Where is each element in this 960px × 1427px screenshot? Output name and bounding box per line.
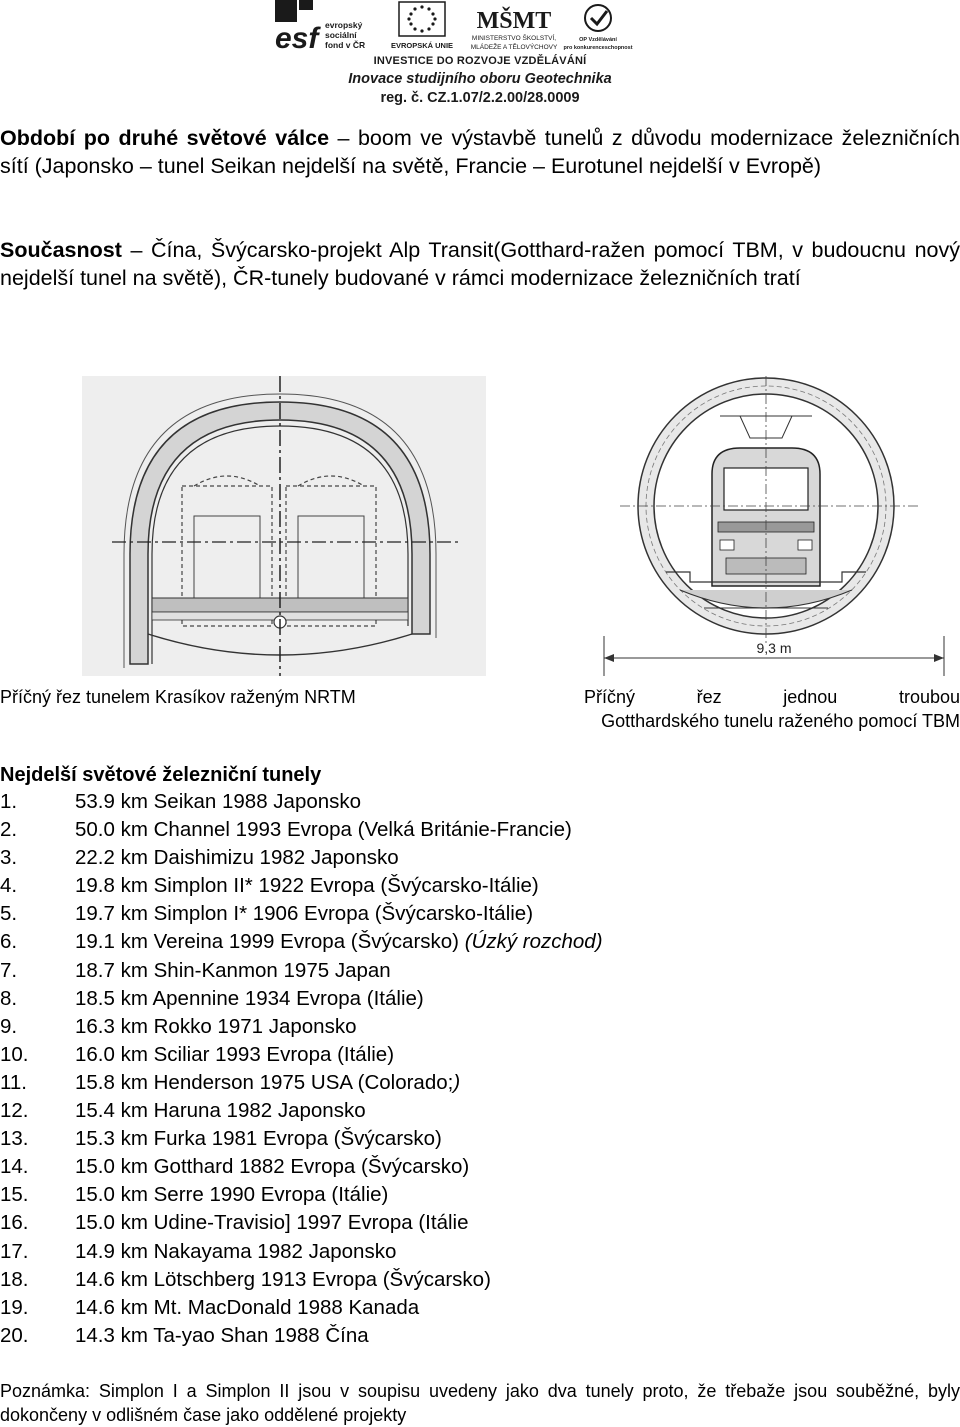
list-item <box>0 928 960 956</box>
list-item <box>0 1322 960 1350</box>
op-label-1: OP Vzdělávání <box>579 37 617 43</box>
tunnel-list <box>0 788 960 1350</box>
list-item-number: 9. <box>0 1014 18 1038</box>
page-header <box>0 0 960 112</box>
list-item-text: 18.7 km Shin-Kanmon 1975 Japan <box>75 958 391 982</box>
list-item-number: 5. <box>0 902 18 926</box>
footnote: Poznámka: Simplon I a Simplon II jsou v soupisu uvedeny jako dva tunely proto, že třebaže jsou souběžné, byly dokončeny v odlišném čase jako oddělené projekty <box>0 1381 960 1425</box>
list-item-text: 14.9 km Nakayama 1982 Japonsko <box>75 1239 397 1263</box>
list-item <box>0 900 960 928</box>
list-item-number: 11. <box>0 1070 27 1094</box>
list-item-number: 12. <box>0 1099 29 1123</box>
list-item <box>0 1013 960 1041</box>
list-item-number: 18. <box>0 1267 29 1291</box>
msmt-mark: MŠMT <box>476 8 552 34</box>
list-item-text: 50.0 km Channel 1993 Evropa (Velká Británie-Francie) <box>75 818 572 842</box>
paragraph-postwar-text: – boom ve výstavbě tunelů z důvodu modernizace železničních sítí (Japonsko – tunel Seikan nejdelší na světě, Francie – Eurotunel nejdelší v Evropě) <box>0 126 960 178</box>
paragraph-present-bold: Současnost <box>0 238 122 262</box>
list-item-number: 3. <box>0 846 18 870</box>
list-item-number: 13. <box>0 1127 29 1151</box>
list-item-number: 7. <box>0 958 18 982</box>
list-item <box>0 985 960 1013</box>
list-item <box>0 1238 960 1266</box>
list-item-text: 19.8 km Simplon II* 1922 Evropa (Švýcarsko-Itálie) <box>75 874 539 898</box>
list-item-number: 16. <box>0 1211 29 1235</box>
msmt-label-1: MINISTERSTVO ŠKOLSTVÍ, <box>471 35 557 42</box>
list-title: Nejdelší světové železniční tunely <box>0 764 322 786</box>
esf-small-2: sociální <box>325 30 357 40</box>
list-item-text: 14.3 km Ta-yao Shan 1988 Čína <box>75 1323 369 1347</box>
list-item-text: 22.2 km Daishimizu 1982 Japonsko <box>75 846 399 870</box>
msmt-logo <box>471 0 557 52</box>
list-item-text: 18.5 km Apennine 1934 Evropa (Itálie) <box>75 986 424 1010</box>
list-item-number: 20. <box>0 1323 29 1347</box>
list-item-text: 15.3 km Furka 1981 Evropa (Švýcarsko) <box>75 1127 442 1151</box>
list-item <box>0 1041 960 1069</box>
eu-logo <box>390 0 454 52</box>
list-item <box>0 1294 960 1322</box>
list-item-number: 15. <box>0 1183 29 1207</box>
list-item <box>0 957 960 985</box>
header-line-project: Inovace studijního oboru Geotechnika <box>348 71 612 87</box>
figure-gotthard-tbm-section <box>600 376 960 684</box>
caption-krasikov: Příčný řez tunelem Krasíkov raženým NRTM <box>0 687 356 707</box>
list-item <box>0 1097 960 1125</box>
list-item-number: 8. <box>0 986 18 1010</box>
op-logo <box>563 0 633 52</box>
list-item <box>0 1153 960 1181</box>
list-item-text: 19.7 km Simplon I* 1906 Evropa (Švýcarsko-Itálie) <box>75 902 534 926</box>
list-item-text: 15.0 km Udine-Travisio] 1997 Evropa (Itálie <box>75 1211 469 1235</box>
msmt-label-2: MLÁDEŽE A TĚLOVÝCHOVY <box>470 44 558 51</box>
list-item <box>0 788 960 816</box>
list-item-text: 15.0 km Gotthard 1882 Evropa (Švýcarsko) <box>75 1155 470 1179</box>
caption-gotthard-line2: Gotthardského tunelu raženého pomocí TBM <box>601 711 960 731</box>
list-item-number: 4. <box>0 874 18 898</box>
esf-logo-text: esf <box>275 22 319 55</box>
list-item-text: 16.3 km Rokko 1971 Japonsko <box>75 1014 357 1038</box>
list-item-number: 17. <box>0 1239 29 1263</box>
eu-logo-label: EVROPSKÁ UNIE <box>390 41 454 50</box>
list-item-text: 53.9 km Seikan 1988 Japonsko <box>75 790 362 813</box>
esf-logo <box>275 0 387 55</box>
list-item-number: 14. <box>0 1155 29 1179</box>
list-item <box>0 1266 960 1294</box>
caption-gotthard-line1: Příčný řez jednou troubou <box>584 687 960 707</box>
list-item <box>0 844 960 872</box>
list-item-text: 16.0 km Sciliar 1993 Evropa (Itálie) <box>75 1042 395 1066</box>
list-item <box>0 872 960 900</box>
list-item-text: 15.4 km Haruna 1982 Japonsko <box>75 1099 366 1123</box>
logo-strip <box>275 0 633 58</box>
list-item-text: 14.6 km Lötschberg 1913 Evropa (Švýcarsko) <box>75 1267 491 1291</box>
list-item <box>0 1125 960 1153</box>
list-item-text: 14.6 km Mt. MacDonald 1988 Kanada <box>75 1295 420 1319</box>
paragraph-postwar <box>0 124 960 180</box>
list-item-number: 19. <box>0 1295 29 1319</box>
header-line-investice: INVESTICE DO ROZVOJE VZDĚLÁVÁNÍ <box>373 55 587 67</box>
list-item <box>0 1069 960 1097</box>
list-item-text: 15.0 km Serre 1990 Evropa (Itálie) <box>75 1183 389 1207</box>
paragraph-present <box>0 236 960 292</box>
esf-small-1: evropský <box>325 20 363 30</box>
esf-small-3: fond v ČR <box>325 40 366 50</box>
paragraph-present-text: – Čína, Švýcarsko-projekt Alp Transit(Gotthard-ražen pomocí TBM, v budoucnu nový nejdelší tunel na světě), ČR-tunely budované v rámci modernizace železničních tratí <box>0 238 960 290</box>
list-item <box>0 1181 960 1209</box>
list-item <box>0 816 960 844</box>
op-label-2: pro konkurenceschopnost <box>563 45 633 51</box>
dimension-label: 9,3 m <box>756 640 792 656</box>
list-item-text: 19.1 km Vereina 1999 Evropa (Švýcarsko) (Úzký rozchod) <box>75 930 603 954</box>
list-item-number: 2. <box>0 818 18 842</box>
paragraph-postwar-bold: Období po druhé světové válce <box>0 126 330 150</box>
list-item <box>0 1209 960 1237</box>
figure-krasikov-cross-section <box>82 376 486 676</box>
header-line-reg: reg. č. CZ.1.07/2.2.00/28.0009 <box>380 90 580 106</box>
list-item-number: 10. <box>0 1042 29 1066</box>
list-item-number: 6. <box>0 930 18 954</box>
list-item-text: 15.8 km Henderson 1975 USA (Colorado;) <box>75 1070 461 1094</box>
list-item-number: 1. <box>0 790 18 813</box>
